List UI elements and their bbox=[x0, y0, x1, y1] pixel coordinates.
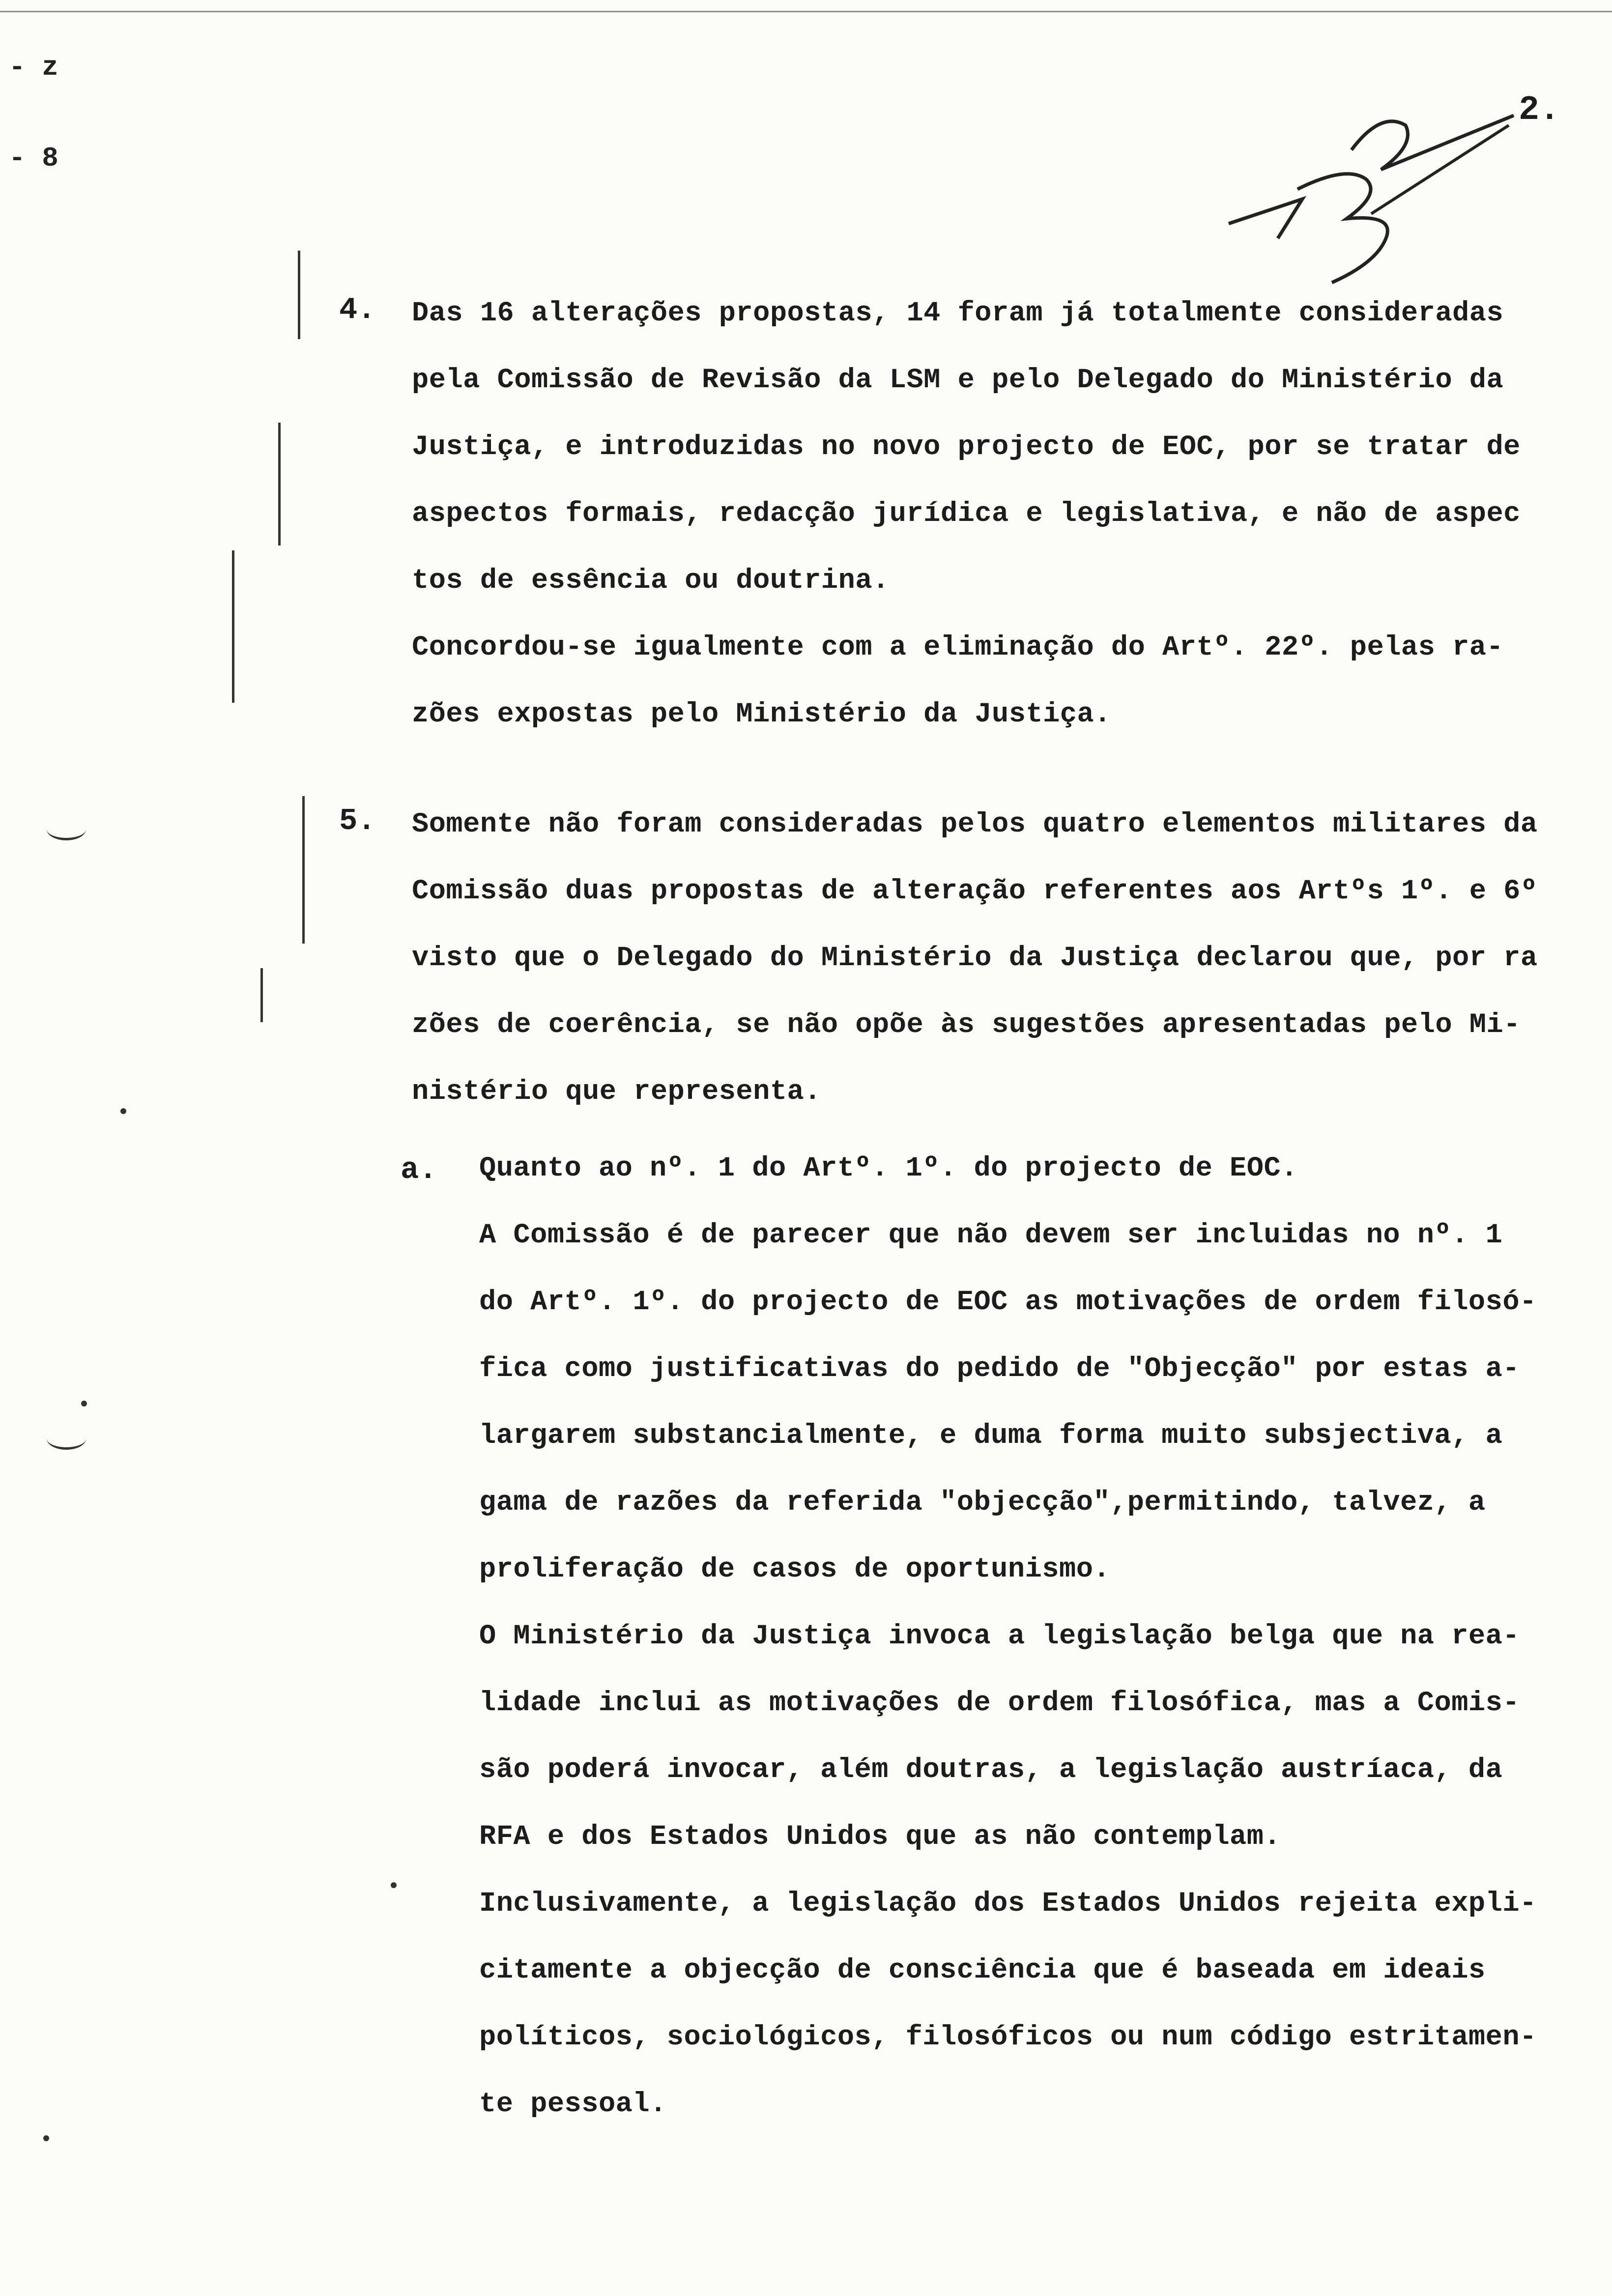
subsection-a-line: do Artº. 1º. do projecto de EOC as motivações de ordem filosó- bbox=[479, 1287, 1537, 1318]
section-4-line: tos de essência ou doutrina. bbox=[412, 565, 890, 597]
margin-dot-4 bbox=[43, 2135, 49, 2141]
section-5-line: Somente não foram consideradas pelos quatro elementos militares da bbox=[412, 809, 1538, 840]
handwritten-signature bbox=[1219, 91, 1524, 297]
section-5-line: visto que o Delegado do Ministério da Justiça declarou que, por ra bbox=[412, 943, 1538, 974]
margin-dot-1 bbox=[120, 1108, 126, 1114]
section-4-line: Das 16 alterações propostas, 14 foram já totalmente consideradas bbox=[412, 298, 1504, 329]
subsection-a-line: fica como justificativas do pedido de "Objecção" por estas a- bbox=[479, 1353, 1520, 1385]
section-5-line: nistério que representa. bbox=[412, 1076, 821, 1108]
subsection-a-heading bbox=[479, 1135, 1298, 1202]
subsection-a-line: citamente a objecção de consciência que é baseada em ideais bbox=[479, 1955, 1486, 1986]
margin-mark-second: - 8 bbox=[9, 143, 58, 174]
margin-bar-2 bbox=[278, 423, 281, 545]
section-5-text bbox=[412, 791, 1538, 1125]
section-4-line: aspectos formais, redacção jurídica e legislativa, e não de aspec bbox=[412, 498, 1521, 530]
top-border-line bbox=[0, 11, 1612, 12]
subsection-a-line: são poderá invocar, além doutras, a legislação austríaca, da bbox=[479, 1754, 1503, 1786]
margin-bar-4 bbox=[302, 796, 305, 944]
margin-curve-1 bbox=[47, 818, 86, 840]
margin-bar-5 bbox=[260, 968, 263, 1022]
subsection-a-line: gama de razões da referida "objecção",permitindo, talvez, a bbox=[479, 1487, 1486, 1519]
section-5-line: zões de coerência, se não opõe às sugestões apresentadas pelo Mi- bbox=[412, 1009, 1521, 1041]
margin-dot-2 bbox=[81, 1401, 87, 1406]
subsection-a-line: O Ministério da Justiça invoca a legislação belga que na rea- bbox=[479, 1621, 1520, 1652]
subsection-a-line: Inclusivamente, a legislação dos Estados Unidos rejeita expli- bbox=[479, 1888, 1537, 1920]
page-number: 2. bbox=[1519, 91, 1560, 130]
margin-bar-3 bbox=[232, 550, 234, 703]
subsection-a-line: A Comissão é de parecer que não devem ser incluidas no nº. 1 bbox=[479, 1220, 1503, 1251]
subsection-a-line: lidade inclui as motivações de ordem filosófica, mas a Comis- bbox=[479, 1688, 1520, 1719]
section-4-text bbox=[412, 280, 1521, 748]
section-4-number: 4. bbox=[339, 292, 376, 327]
section-4-line: zões expostas pelo Ministério da Justiça. bbox=[412, 699, 1111, 730]
subsection-a-line: te pessoal. bbox=[479, 2089, 667, 2120]
section-5-number: 5. bbox=[339, 804, 376, 838]
section-4-line: Justiça, e introduzidas no novo projecto de EOC, por se tratar de bbox=[412, 431, 1521, 463]
subsection-a-text bbox=[479, 1202, 1537, 2138]
section-5-line: Comissão duas propostas de alteração referentes aos Artºs 1º. e 6º bbox=[412, 876, 1538, 907]
subsection-a-line: largarem substancialmente, e duma forma muito subsjectiva, a bbox=[479, 1420, 1503, 1452]
section-4-line: pela Comissão de Revisão da LSM e pelo Delegado do Ministério da bbox=[412, 365, 1504, 396]
subsection-a-line: políticos, sociológicos, filosóficos ou num código estritamen- bbox=[479, 2022, 1537, 2053]
margin-mark-top: - z bbox=[9, 52, 58, 83]
margin-dot-3 bbox=[391, 1882, 397, 1888]
subsection-a-heading-text: Quanto ao nº. 1 do Artº. 1º. do projecto de EOC. bbox=[479, 1153, 1298, 1184]
margin-curve-2 bbox=[47, 1428, 86, 1450]
subsection-a-line: proliferação de casos de oportunismo. bbox=[479, 1554, 1111, 1585]
section-4-line: Concordou-se igualmente com a eliminação do Artº. 22º. pelas ra- bbox=[412, 632, 1504, 663]
subsection-a-letter: a. bbox=[401, 1152, 437, 1187]
margin-bar-1 bbox=[298, 251, 300, 339]
subsection-a-line: RFA e dos Estados Unidos que as não contemplam. bbox=[479, 1821, 1281, 1853]
